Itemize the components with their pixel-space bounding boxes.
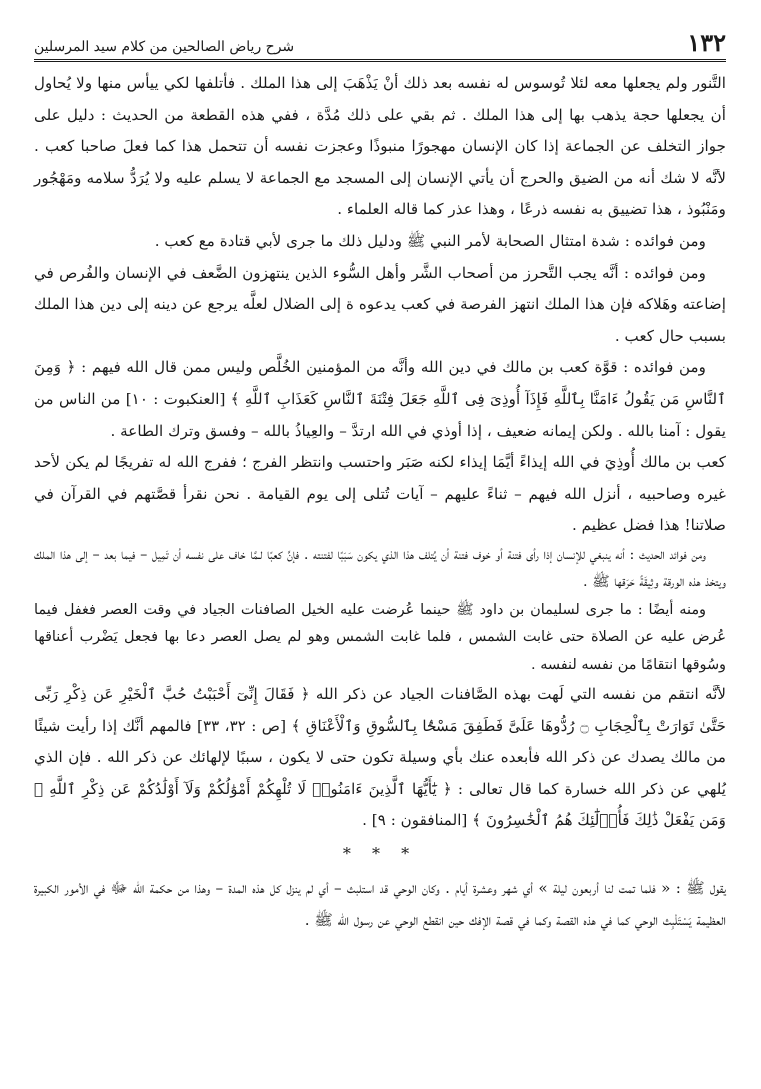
paragraph-5: كعب بن مالك أُوذِيَ في الله إيذاءً أيَّمَا إيذاء لكنه صَبَر واحتسب وانتظر الفرج ؛ ففرج الله له تفريجًا لم يكن لأحد غيره وصاحبيه ، أنزل الله فيهم – ثناءً عليهم – آيات تُتلى إلى يوم القيامة . نحن نقرأ قصَّتهم في القرآن في صلاتنا! هذا فضل عظيم .: [34, 453, 726, 535]
paragraph-8: لأنَّه انتقم من نفسه التي لَهت بهذه الصَّافنات الجياد عن ذكر الله ﴿ فَقَالَ إِنِّىٓ أَحْبَبْتُ حُبَّ ٱلْخَيْرِ عَن ذِكْرِ رَبِّى حَتَّىٰ تَوَارَتْ بِٱلْحِجَابِ ۝ رُدُّوهَا عَلَىَّ فَطَفِقَ مَسْحًۢا بِٱلسُّوقِ وَٱلْأَعْنَاقِ ﴾ [ص : ٣٢، ٣٣] فالمهم أنَّك إذا رأيت شيئًا من مالك يصدك عن ذكر الله فأبعده عنك بأي وسيلة تكون حتى لا يكون ، سببًا لإلهائك عن ذكر الله . فإن الذي يُلهي عن ذكر الله خسارة كما قال تعالى : ﴿ يَٰٓأَيُّهَا ٱلَّذِينَ ءَامَنُوا۟ لَا تُلْهِكُمْ أَمْوَٰلُكُمْ وَلَآ أَوْلَٰدُكُمْ عَن ذِكْرِ ٱللَّهِ ۚ وَمَن يَفْعَلْ ذَٰلِكَ فَأُو۟لَٰٓئِكَ هُمُ ٱلْخَٰسِرُونَ ﴾ [المنافقون : ٩] .: [34, 684, 726, 830]
paragraph-6: ومن فوائد الحديث : أنه ينبغي للإنسان إذا رأى فتنة أو خوف فتنة أن يُتلف هذا الذي يكون سَبَبًا لفتنته . فإنَّ كعبًا لـمَّا خاف على نفسه أن تَمِيل – فيما بعد – إلى هذا الملك ويتخذ هذه الورقة وثِيقَةً حَرَقها ﷺ .: [34, 546, 726, 591]
section-separator: * * *: [342, 843, 418, 863]
running-header-title: شرح رياض الصالحين من كلام سيد المرسلين: [34, 39, 295, 55]
paragraph-4: ومن فوائده : قوَّة كعب بن مالك في دين الله وأنَّه من المؤمنين الخُلَّص وليس ممن قال الله فيهم : ﴿ وَمِنَ ٱلنَّاسِ مَن يَقُولُ ءَامَنَّا بِٱللَّهِ فَإِذَآ أُوذِىَ فِى ٱللَّهِ جَعَلَ فِتْنَةَ ٱلنَّاسِ كَعَذَابِ ٱللَّهِ ﴾ [العنكبوت : ١٠] من الناس من يقول : آمنا بالله . ولكن إيمانه ضعيف ، إذا أوذي في الله ارتدَّ – والعِياذُ بالله – وفسق وترك الطاعة .: [34, 358, 726, 440]
body-text: [34, 68, 726, 936]
paragraph-9: يقول ﷺ : « فلما تمت لنا أربعون ليلة » أي شهر وعشرة أيام . وكان الوحي قد استلبث – أي لم ينزل كل هذه المدة – وهذا من حكمة الله ﷻ في الأمور الكبيرة العظيمة يَسْتَلْبِث الوحي كما في هذه القصة وكما في قصة الإفك حين انقطع الوحي عن رسول الله ﷺ .: [34, 878, 726, 929]
running-header: [34, 26, 726, 62]
paragraph-3: ومن فوائده : أنَّه يجب التَّحرز من أصحاب الشَّر وأهل السُّوء الذين ينتهزون الضَّعف في الإنسان والفُرص في إضاعته وهَلاكه فإن هذا الملك انتهز الفرصة في كعب يدعوه ة إلى الضلال لعلَّه يرجع عن دينه إلى دين هذا الملك بسبب حال كعب .: [34, 263, 726, 345]
page-number: ١٣٢: [687, 28, 726, 57]
paragraph-7: ومنه أيضًا : ما جرى لسليمان بن داود ﷺ حينما عُرضت عليه الخيل الصافنات الجياد في وقت العصر فغفل فيما عُرض عليه عن الصلاة حتى غابت الشمس ، فلما غابت الشمس وهو لم يصل العصر دعا بها فجعل يَضْرب أعناقها وسُوقها انتقامًا من نفسه لنفسه .: [34, 601, 726, 673]
book-page: [34, 26, 726, 1066]
paragraph-1: التَّنور ولم يجعلها معه لئلا تُوسوس له نفسه بعد ذلك أنْ يَذْهَبَ إلى هذا الملك . فأتلفها لكي ييأس منها ولا يُحاول أن يجعلها حجة يذهب بها إلى هذا الملك . ثم بقي على ذلك مُدَّة ، ففي هذه القطعة من الحديث : دليل على جواز التخلف عن الجماعة إذا كان الإنسان مهجورًا منبوذًا وعجزت نفسه أن تتحمل هذا كما فعلَ صاحبا كعب . لأنَّه لا شك أنه من الضيق والحرج أن يأتي الإنسان إلى المسجد مع الجماعة لا يسلم عليه ولا يُرَدُّ سلامه ومَهْجُور ومَنْبُوذ ، هذا تضييق به نفسه ذرعًا ، وهذا عذر كما قاله العلماء .: [34, 74, 726, 219]
paragraph-2: ومن فوائده : شدة امتثال الصحابة لأمر النبي ﷺ ودليل ذلك ما جرى لأبي قتادة مع كعب .: [154, 231, 706, 250]
